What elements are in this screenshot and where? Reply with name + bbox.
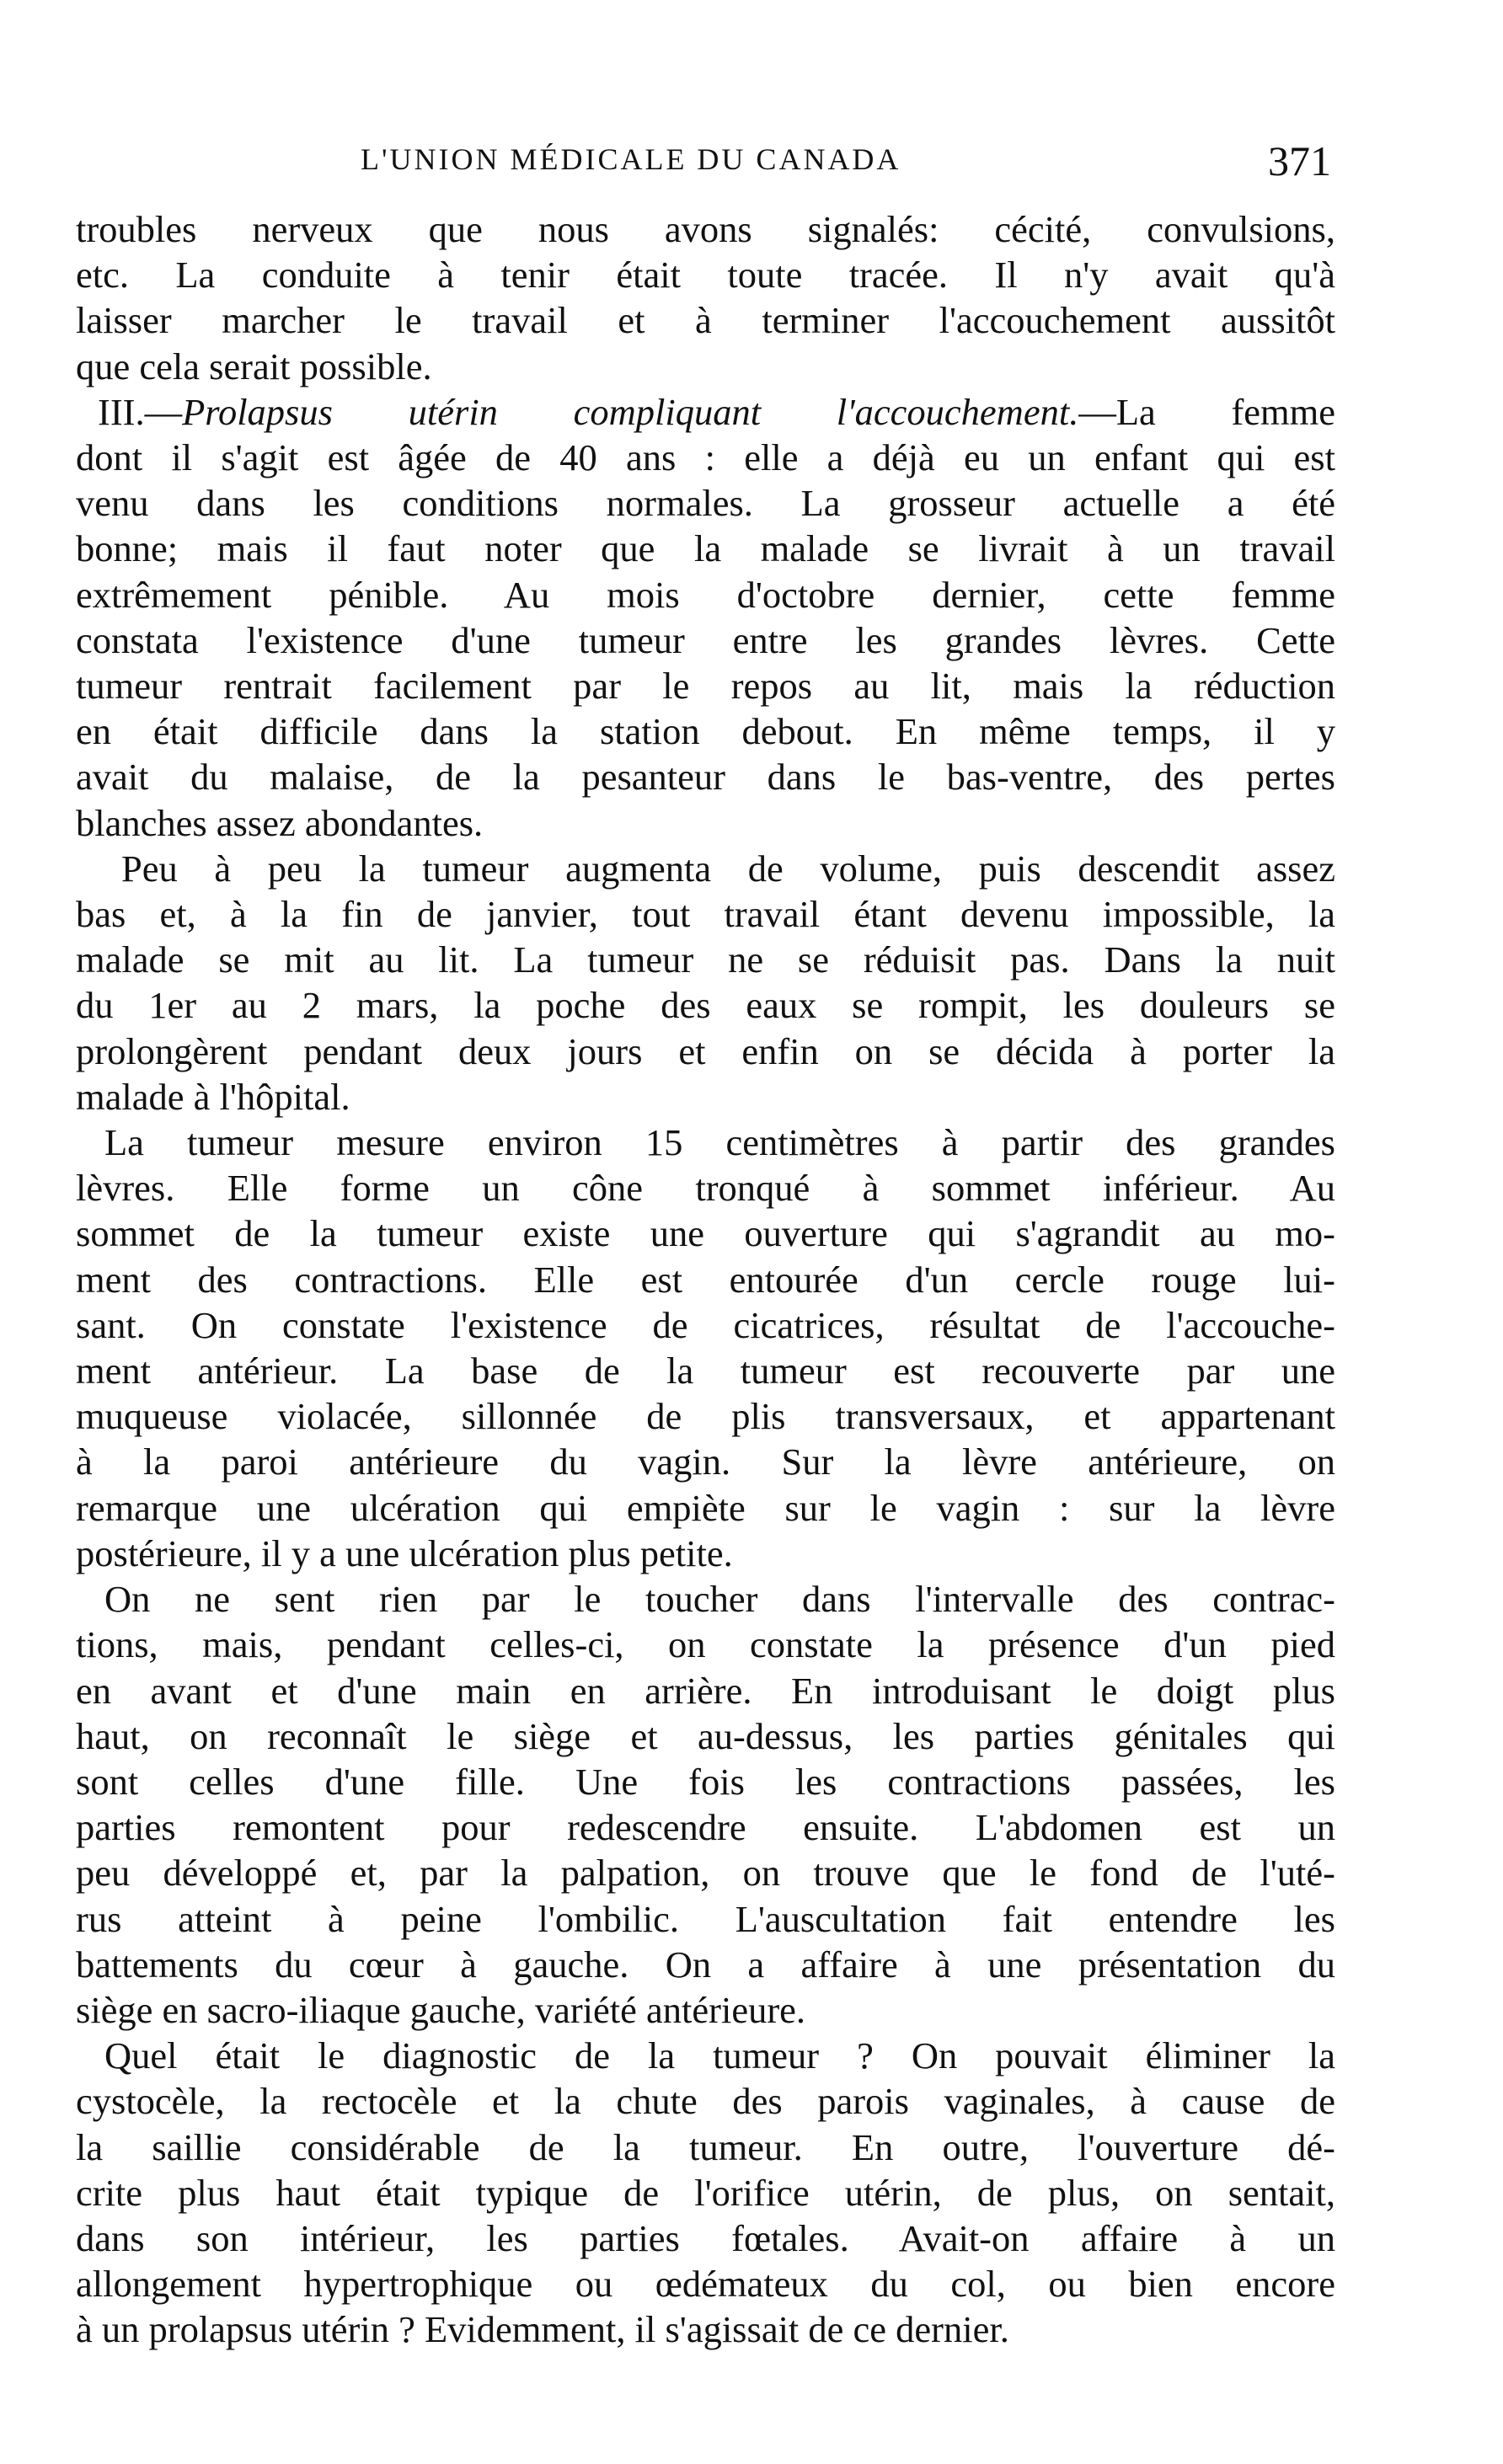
text-line: que cela serait possible. [76,345,432,388]
text-line: allongement hypertrophique ou œdémateux du col, ou bien encore [76,2263,1335,2306]
text-line: avait du malaise, de la pesanteur dans le bas-ventre, des pertes [76,756,1335,799]
text-line: lèvres. Elle forme un cône tronqué à sommet inférieur. Au [76,1167,1335,1210]
paragraph-5 [76,1576,1335,2033]
text-line: prolongèrent pendant deux jours et enfin on se décida à porter la [76,1029,1335,1072]
text-line: sont celles d'une fille. Une fois les contractions passées, les [76,1760,1335,1803]
text-line: peu développé et, par la palpation, on trouve que le fond de l'uté- [76,1852,1335,1895]
text-line: laisser marcher le travail et à terminer l'accouchement aussitôt [76,299,1335,342]
section-heading-line [76,389,1335,435]
text-line: siège en sacro-iliaque gauche, variété antérieure. [76,1988,806,2031]
text-line: haut, on reconnaît le siège et au-dessus, les parties génitales qui [76,1714,1335,1757]
text-line: parties remontent pour redescendre ensuite. L'abdomen est un [76,1806,1335,1849]
text-line: ment antérieur. La base de la tumeur est recouverte par une [76,1350,1335,1392]
text-line: sant. On constate l'existence de cicatrices, résultat de l'accouche- [76,1303,1335,1346]
paragraph-2 [76,389,1335,846]
text-line: sommet de la tumeur existe une ouverture qui s'agrandit au mo- [76,1212,1335,1255]
text-line: rus atteint à peine l'ombilic. L'auscultation fait entendre les [76,1897,1335,1940]
text-line: remarque une ulcération qui empiète sur le vagin : sur la lèvre [76,1486,1335,1529]
text-line: tions, mais, pendant celles-ci, on constate la présence d'un pied [76,1623,1335,1666]
text-line: Quel était le diagnostic de la tumeur ? On pouvait éliminer la [104,2034,1335,2077]
text-line: Peu à peu la tumeur augmenta de volume, puis descendit assez [121,847,1335,890]
paragraph-1 [76,206,1335,389]
text-line: à la paroi antérieure du vagin. Sur la lèvre antérieure, on [76,1440,1335,1483]
text-line: venu dans les conditions normales. La grosseur actuelle a été [76,482,1335,525]
text-line: dont il s'agit est âgée de 40 ans : elle a déjà eu un enfant qui est [76,436,1335,479]
text-line: blanches assez abondantes. [76,801,484,844]
text-line: constata l'existence d'une tumeur entre les grandes lèvres. Cette [76,618,1335,661]
text-line: du 1er au 2 mars, la poche des eaux se rompit, les douleurs se [76,984,1335,1027]
paragraph-4 [76,1120,1335,1576]
text-line: bas et, à la fin de janvier, tout travail étant devenu impossible, la [76,893,1335,936]
text-line: tumeur rentrait facilement par le repos au lit, mais la réduction [76,665,1335,708]
text-line: malade à l'hôpital. [76,1075,350,1118]
paragraph-3 [76,846,1335,1120]
text-line: cystocèle, la rectocèle et la chute des parois vaginales, à cause de [76,2080,1335,2123]
text-line: La tumeur mesure environ 15 centimètres à partir des grandes [104,1121,1335,1164]
running-head [76,137,1340,184]
text-line: à un prolapsus utérin ? Evidemment, il s'agissait de ce dernier. [76,2308,1009,2351]
text-line: battements du cœur à gauche. On a affaire à une présentation du [76,1943,1335,1986]
body-text [76,206,1335,2353]
text-line: postérieure, il y a une ulcération plus petite. [76,1531,733,1574]
section-heading-rest: —La femme [1078,390,1336,433]
text-line: crite plus haut était typique de l'orifice utérin, de plus, on sentait, [76,2171,1335,2214]
page-number: 371 [1268,137,1331,184]
section-number: III.— [98,390,183,433]
text-line: muqueuse violacée, sillonnée de plis transversaux, et appartenant [76,1395,1335,1438]
text-line: ment des contractions. Elle est entourée d'un cercle rouge lui- [76,1258,1335,1301]
text-line: en était difficile dans la station debout. En même temps, il y [76,710,1335,753]
text-line: extrêmement pénible. Au mois d'octobre dernier, cette femme [76,573,1335,616]
text-line: bonne; mais il faut noter que la malade se livrait à un travail [76,527,1335,570]
paragraph-6 [76,2033,1335,2352]
text-line: On ne sent rien par le toucher dans l'intervalle des contrac- [104,1578,1335,1621]
text-line: etc. La conduite à tenir était toute tracée. Il n'y avait qu'à [76,254,1335,297]
text-line: malade se mit au lit. La tumeur ne se réduisit pas. Dans la nuit [76,938,1335,981]
text-line: en avant et d'une main en arrière. En introduisant le doigt plus [76,1669,1335,1712]
section-title: Prolapsus utérin compliquant l'accouchement. [182,390,1079,433]
text-line: dans son intérieur, les parties fœtales. Avait-on affaire à un [76,2216,1335,2259]
journal-title: L'UNION MÉDICALE DU CANADA [361,142,901,176]
text-line: troubles nerveux que nous avons signalés: cécité, convulsions, [76,208,1335,250]
text-line: la saillie considérable de la tumeur. En outre, l'ouverture dé- [76,2125,1335,2168]
